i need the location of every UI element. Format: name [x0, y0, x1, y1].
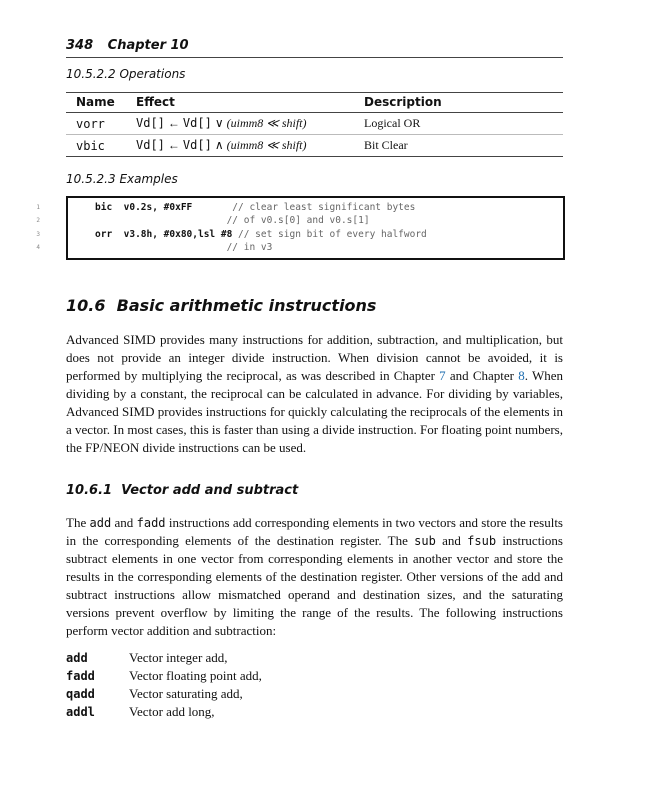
instruction-desc: Vector saturating add, — [129, 686, 243, 701]
para-text: . When dividing by a constant, the reciprocal can be calculated in advance. For dividing by variables, Advanced SIMD provides instructions for quickly calculating the reciprocals of the elements in a vector. In most cases, this is faster than using a divide instruction. For floating point numbers, the FP/NEON divide instructions can be used. — [66, 368, 563, 455]
op-description: Logical OR — [364, 116, 421, 130]
code-comment: // in v3 — [226, 242, 273, 254]
code-line — [95, 241, 427, 254]
examples-heading — [66, 172, 178, 186]
inline-code: fadd — [136, 516, 166, 530]
effect-rhs: Vd[] — [182, 116, 212, 130]
code-comment: // of v0.s[0] and v0.s[1] — [226, 215, 370, 227]
chapter-8-link[interactable]: 8 — [518, 368, 525, 383]
para-text: The — [66, 515, 90, 530]
chapter-7-link[interactable]: 7 — [439, 368, 446, 383]
line-number: 2 — [36, 217, 40, 225]
op-effect — [126, 113, 354, 135]
col-header-name: Name — [76, 95, 115, 109]
instruction-desc: Vector add long, — [129, 704, 215, 719]
para-text: Advanced SIMD provides many instructions for addition, subtraction, and multiplication, but does not provide an integer divide instruction. When division cannot be avoided, it is performed by multiplying the reciprocal, as was described in Chapter — [66, 332, 563, 383]
effect-arrow: ← — [167, 138, 180, 152]
code-line — [95, 201, 427, 214]
operations-table — [66, 93, 563, 157]
code-line — [95, 228, 427, 241]
table-row — [66, 113, 563, 135]
inline-code: add — [89, 516, 112, 530]
instruction-term: qadd — [66, 687, 95, 701]
op-effect — [126, 135, 354, 157]
table-row — [66, 135, 563, 157]
section-heading — [66, 296, 376, 315]
code-listing — [95, 201, 427, 255]
code-operands: v3.8h, #0x80,lsl #8 — [123, 228, 239, 240]
col-header-effect: Effect — [136, 95, 175, 109]
op-description: Bit Clear — [364, 138, 408, 152]
add-subtract-paragraph — [66, 514, 563, 640]
code-line — [95, 214, 427, 227]
intro-paragraph — [66, 331, 563, 457]
inline-code: sub — [414, 534, 436, 548]
para-text: and — [435, 533, 468, 548]
section-number: 10.6 — [66, 296, 106, 315]
list-item — [66, 703, 262, 721]
code-operands — [95, 242, 227, 253]
op-name: vbic — [76, 138, 105, 153]
list-item — [66, 685, 262, 703]
effect-lhs: Vd[] — [136, 116, 165, 130]
instruction-term: add — [66, 651, 88, 665]
ops-heading — [66, 67, 185, 81]
header-rule — [66, 57, 563, 58]
line-number: 4 — [36, 244, 40, 252]
instruction-list — [66, 649, 262, 721]
table-header-row — [66, 93, 563, 113]
chapter-label: Chapter 10 — [107, 38, 189, 53]
instruction-desc: Vector floating point add, — [129, 668, 262, 683]
instruction-term: addl — [66, 705, 95, 719]
effect-lhs: Vd[] — [136, 138, 165, 152]
examples-heading-title: Examples — [119, 172, 178, 186]
para-text: instructions subtract elements in one vector from corresponding elements in another vector and store the results in the corresponding elements of the destination register. Other versions of the add and subtract instructions allow mismatched operand and destination sizes, and the saturating versions prevent overflow by limiting the range of the results. The following instructions perform vector addition and subtraction: — [66, 533, 563, 638]
para-text: and Chapter — [445, 368, 519, 383]
col-header-description: Description — [364, 95, 442, 109]
effect-op: ∨ — [214, 116, 224, 130]
subsection-heading — [66, 483, 298, 498]
ops-heading-number: 10.5.2.2 — [66, 67, 116, 81]
instruction-term: fadd — [66, 669, 95, 683]
ops-heading-title: Operations — [119, 67, 186, 81]
instruction-desc: Vector integer add, — [129, 650, 228, 665]
subsection-number: 10.6.1 — [66, 483, 113, 498]
para-text: and — [111, 515, 137, 530]
code-comment: // clear least significant bytes — [232, 202, 416, 213]
code-instr: bic — [95, 202, 113, 213]
list-item — [66, 649, 262, 667]
effect-expr: (uimm8 ≪ shift) — [226, 138, 307, 152]
examples-heading-number: 10.5.2.3 — [66, 172, 116, 186]
op-name: vorr — [76, 116, 105, 131]
running-header — [66, 38, 563, 53]
subsection-title: Vector add and subtract — [121, 483, 299, 498]
effect-arrow: ← — [167, 116, 180, 130]
effect-rhs: Vd[] — [182, 138, 212, 152]
para-text: instructions add corresponding elements in two vectors and store the results in the corresponding elements of the destination register. The — [66, 515, 563, 548]
page-number: 348 — [66, 38, 94, 53]
inline-code: fsub — [467, 534, 497, 548]
code-instr: orr — [95, 228, 113, 240]
effect-expr: (uimm8 ≪ shift) — [226, 116, 307, 130]
line-number: 1 — [36, 204, 40, 211]
line-number: 3 — [36, 230, 40, 238]
code-comment: // set sign bit of every halfword — [238, 228, 427, 240]
effect-op: ∧ — [214, 138, 224, 152]
code-operands: v0.2s, #0xFF — [123, 202, 233, 213]
code-operands — [95, 215, 227, 226]
code-line-numbers — [34, 201, 40, 255]
list-item — [66, 667, 262, 685]
section-title: Basic arithmetic instructions — [116, 296, 377, 315]
